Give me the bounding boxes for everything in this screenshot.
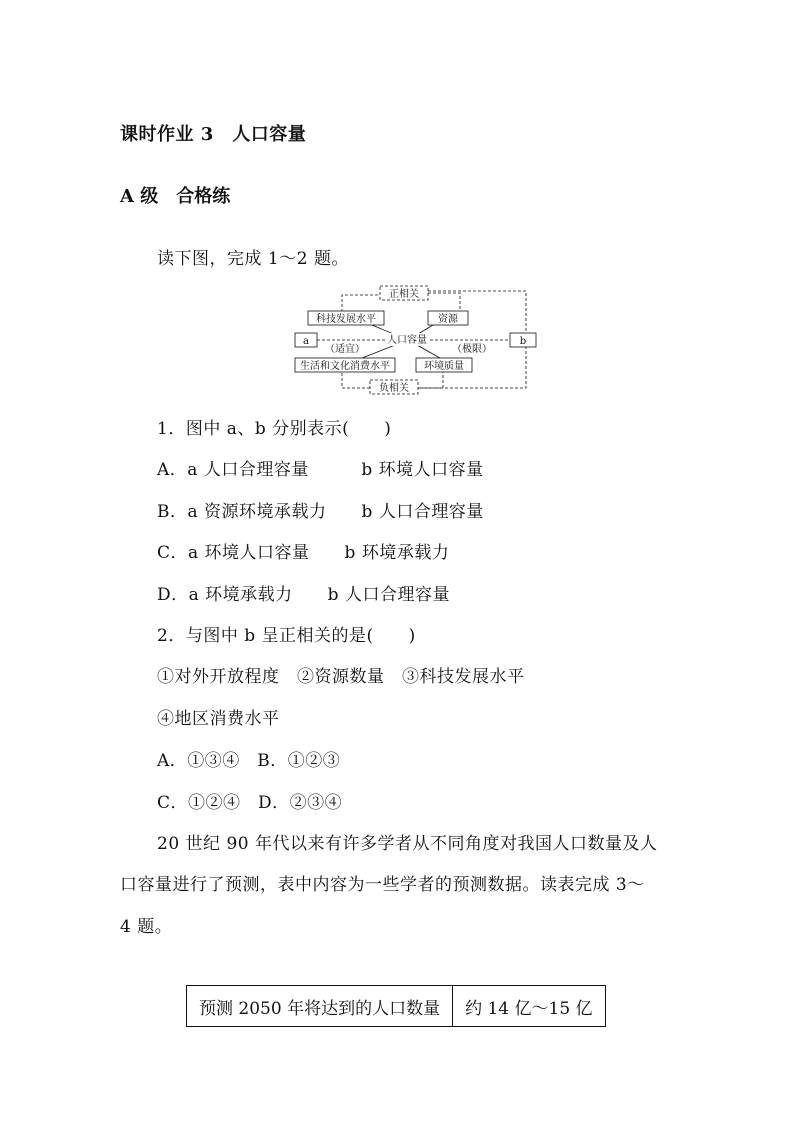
q1-option-c: C．a 环境人口容量 b 环境承载力: [157, 543, 450, 563]
table-value-cell: 约 14 亿～15 亿: [453, 986, 605, 1027]
passage-line2: 口容量进行了预测，表中内容为一些学者的预测数据。读表完成 3～: [120, 875, 645, 895]
node-env-label: 环境质量: [424, 361, 464, 372]
node-center-label: 人口容量: [387, 335, 427, 346]
q1-option-d: D．a 环境承载力 b 人口合理容量: [157, 585, 450, 605]
diagram-bottom-label: 负相关: [379, 383, 409, 394]
q2-stem: 2．与图中 b 呈正相关的是( ): [157, 626, 416, 646]
intro-text: 读下图，完成 1～2 题。: [157, 249, 349, 269]
q2-items-line2: ④地区消费水平: [157, 709, 280, 729]
prediction-table: [186, 985, 606, 1027]
node-resources-label: 资源: [438, 314, 458, 325]
label-jixian: （极限）: [452, 344, 492, 355]
section-heading: A 级 合格练: [120, 186, 231, 207]
node-living-label: 生活和文化消费水平: [300, 361, 390, 372]
q1-stem: 1．图中 a、b 分别表示( ): [157, 419, 392, 439]
page-title: 课时作业 3 人口容量: [120, 124, 307, 145]
passage-line1: 20 世纪 90 年代以来有许多学者从不同角度对我国人口数量及人: [157, 834, 658, 854]
label-shiyi: （适宜）: [325, 344, 365, 355]
q1-option-b: B．a 资源环境承载力 b 人口合理容量: [157, 502, 484, 522]
node-tech-label: 科技发展水平: [316, 314, 376, 325]
q2-options-ab: A．①③④ B．①②③: [157, 751, 341, 771]
passage-line3: 4 题。: [120, 917, 173, 937]
population-capacity-diagram: [290, 284, 540, 396]
table-label-cell: 预测 2050 年将达到的人口数量: [187, 986, 453, 1027]
q2-options-cd: C．①②④ D．②③④: [157, 793, 343, 813]
q1-option-a: A．a 人口合理容量 b 环境人口容量: [157, 460, 484, 480]
node-a-label: a: [303, 336, 309, 347]
diagram-top-label: 正相关: [389, 289, 419, 300]
node-b-label: b: [519, 336, 527, 347]
q2-items-line1: ①对外开放程度 ②资源数量 ③科技发展水平: [157, 667, 525, 687]
table-row: [187, 986, 606, 1027]
